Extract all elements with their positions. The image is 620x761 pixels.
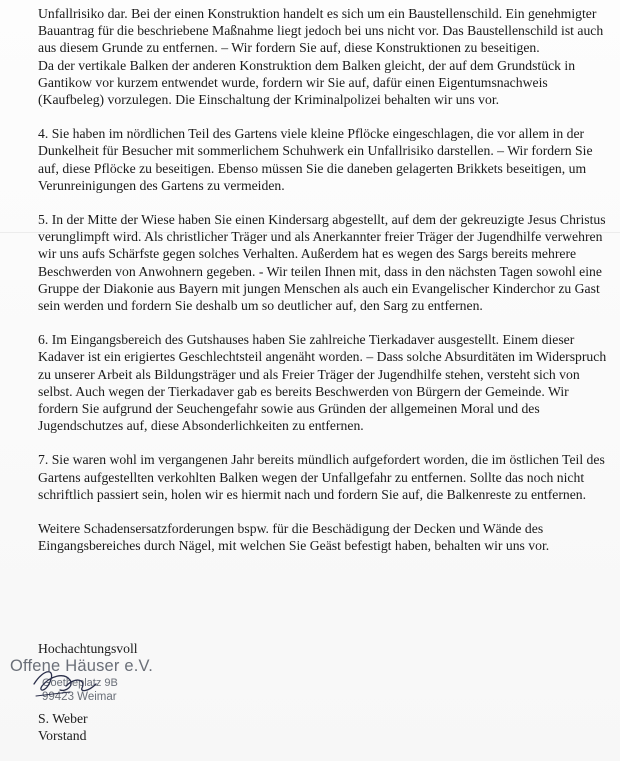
signer-block <box>38 710 88 744</box>
signer-name: S. Weber <box>38 711 88 726</box>
paragraph-item-7: 7. Sie waren wohl im vergangenen Jahr bereits mündlich aufgefordert worden, die im östlichen Teil des Gartens aufgestellten verkohlten Balken wegen der Unfallgefahr zu entfernen. Sollte das noch nicht schriftlich passiert sein, holen wir es hiermit nach und fordern Sie auf, die Balkenreste zu entfernen. <box>38 452 605 502</box>
stamp-street: Goetheplatz 9B <box>42 677 118 689</box>
letter-body <box>38 5 610 571</box>
stamp-organization-name: Offene Häuser e.V. <box>10 657 154 675</box>
paragraph-final: Weitere Schadensersatzforderungen bspw. für die Beschädigung der Decken und Wände des Eingangsbereiches durch Nägel, mit welchen Sie Geäst befestigt haben, behalten wir uns vor. <box>38 521 550 554</box>
stamp-city: 99423 Weimar <box>42 691 117 703</box>
handwritten-signature <box>30 662 100 702</box>
paragraph-intro: Unfallrisiko dar. Bei der einen Konstruktion handelt es sich um ein Baustellenschild. Ein genehmigter Bauantrag für die beschriebene Maßnahme liegt jedoch bei uns nicht vor. Das Baustellenschild ist auch aus diesem Grunde zu entfernen. – Wir fordern Sie auf, diese Konstruktionen zu beseitigen. Da der vertikale Balken der anderen Konstruktion dem Balken gleicht, der auf dem Grundstück in Gantikow vor kurzem entwendet wurde, fordern wir Sie auf, dafür einen Eigentumsnachweis (Kaufbeleg) vorzulegen. Die Einschaltung der Kriminalpolizei behalten wir uns vor. <box>38 6 604 108</box>
closing-salutation: Hochachtungsvoll <box>38 641 138 656</box>
paragraph-item-6: 6. Im Eingangsbereich des Gutshauses haben Sie zahlreiche Tierkadaver ausgestellt. Einem dieser Kadaver ist ein erigiertes Geschlechtsteil angenäht worden. – Dass solche Absurditäten im Widerspruch zu unserer Arbeit als Bildungsträger und als Freier Träger der Jugendhilfe stehen, versteht sich von selbst. Auch wegen der Tierkadaver gab es bereits Beschwerden von Bürgern der Gemeinde. Wir fordern Sie aufgrund der Seuchengefahr sowie aus Gründen der allgemeinen Moral und des Jugendschutzes auf, diese Absonderlichkeiten zu entfernen. <box>38 332 607 434</box>
signer-role: Vorstand <box>38 728 87 743</box>
paragraph-item-4: 4. Sie haben im nördlichen Teil des Gartens viele kleine Pflöcke eingeschlagen, die vor allem in der Dunkelheit für Besucher mit sommerlichem Schuhwerk ein Unfallrisiko darstellen. – Wir fordern Sie auf, diese Pflöcke zu beseitigen. Ebenso müssen Sie die daneben gelagerten Brikkets beseitigen, um Verunreinigungen des Gartens zu vermeiden. <box>38 126 593 193</box>
paragraph-item-5: 5. In der Mitte der Wiese haben Sie einen Kindersarg abgestellt, auf dem der gekreuzigte Jesus Christus verunglimpft wird. Als christlicher Träger und als Anerkannter freier Träger der Jugendhilfe verwehren wir uns aufs Schärfste gegen solches Verhalten. Außerdem hat es wegen des Sargs bereits mehrere Beschwerden von Anwohnern gegeben. - Wir teilen Ihnen mit, dass in den nächsten Tagen sowohl eine Gruppe der Diakonie aus Bayern mit jungen Menschen als auch ein Evangelischer Kinderchor zu Gast sein werden und fordern Sie deshalb um so deutlicher auf, den Sarg zu entfernen. <box>38 212 606 314</box>
